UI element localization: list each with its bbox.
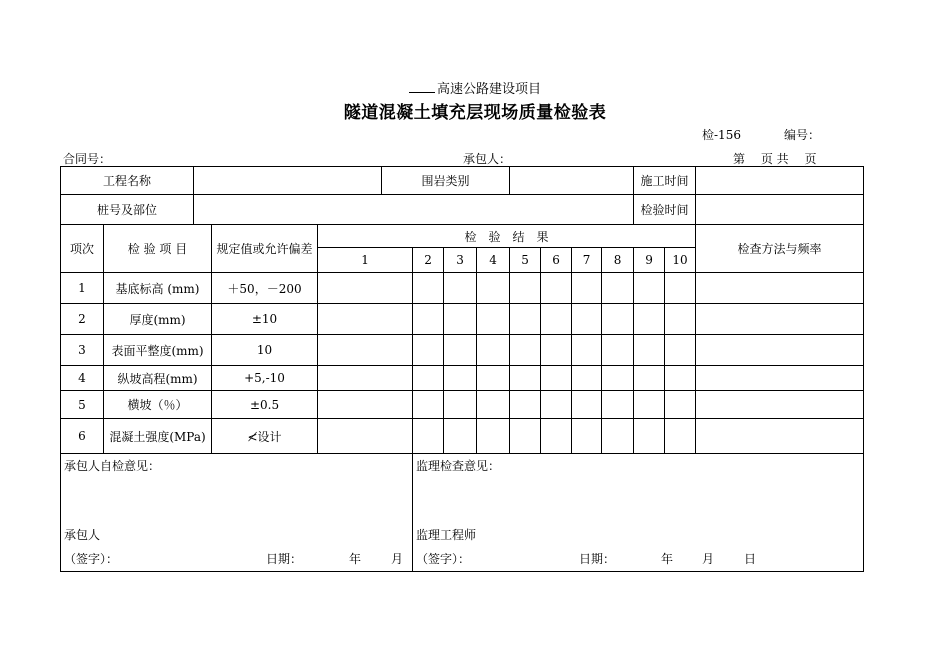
result-cell[interactable] xyxy=(318,391,413,419)
result-number: 9 xyxy=(634,248,665,273)
table-row xyxy=(61,304,864,335)
result-cell[interactable] xyxy=(572,304,602,335)
result-cell[interactable] xyxy=(634,304,665,335)
result-cell[interactable] xyxy=(510,366,541,391)
result-cell[interactable] xyxy=(413,273,444,304)
result-cell[interactable] xyxy=(413,304,444,335)
result-cell[interactable] xyxy=(413,366,444,391)
result-cell[interactable] xyxy=(477,366,510,391)
result-cell[interactable] xyxy=(572,335,602,366)
contractor-opinion-section[interactable] xyxy=(61,454,413,572)
col-header-method: 检查方法与频率 xyxy=(696,225,864,273)
contractor-month-label: 月 xyxy=(391,552,404,566)
row-item: 厚度(mm) xyxy=(104,304,212,335)
row-index: 6 xyxy=(61,419,104,454)
result-number: 10 xyxy=(665,248,696,273)
row-spec: ±0.5 xyxy=(212,391,318,419)
row-item: 纵坡高程(mm) xyxy=(104,366,212,391)
construction-time-value[interactable] xyxy=(696,167,864,195)
row-index: 1 xyxy=(61,273,104,304)
result-number: 8 xyxy=(602,248,634,273)
contractor-opinion-label: 承包人自检意见： xyxy=(64,459,161,473)
construction-time-label: 施工时间 xyxy=(634,167,696,195)
contractor-person-label: 承包人 xyxy=(64,528,101,542)
result-cell[interactable] xyxy=(444,391,477,419)
result-cell[interactable] xyxy=(602,273,634,304)
supervisor-year-label: 年 xyxy=(661,552,674,566)
supervisor-opinion-section[interactable] xyxy=(413,454,864,572)
result-number: 7 xyxy=(572,248,602,273)
contract-label: 合同号： xyxy=(63,152,112,166)
result-cell[interactable] xyxy=(477,335,510,366)
row-spec: +5,-10 xyxy=(212,366,318,391)
result-cell[interactable] xyxy=(634,366,665,391)
inspection-time-label: 检验时间 xyxy=(634,195,696,225)
result-cell[interactable] xyxy=(318,304,413,335)
row-spec: ±10 xyxy=(212,304,318,335)
station-value[interactable] xyxy=(194,195,634,225)
row-item: 表面平整度(mm) xyxy=(104,335,212,366)
result-cell[interactable] xyxy=(318,366,413,391)
row-item: 横坡（％） xyxy=(104,391,212,419)
result-cell[interactable] xyxy=(634,335,665,366)
result-cell[interactable] xyxy=(510,304,541,335)
result-cell[interactable] xyxy=(541,366,572,391)
result-cell[interactable] xyxy=(510,273,541,304)
result-cell[interactable] xyxy=(510,391,541,419)
table-row xyxy=(61,335,864,366)
result-cell[interactable] xyxy=(444,419,477,454)
col-header-index: 项次 xyxy=(61,225,104,273)
rock-class-label: 围岩类别 xyxy=(382,167,510,195)
contractor-label: 承包人： xyxy=(463,152,512,166)
result-cell[interactable] xyxy=(541,273,572,304)
result-cell[interactable] xyxy=(444,366,477,391)
result-cell[interactable] xyxy=(444,273,477,304)
method-cell[interactable] xyxy=(696,366,864,391)
result-number: 1 xyxy=(318,248,413,273)
result-cell[interactable] xyxy=(665,304,696,335)
result-cell[interactable] xyxy=(510,419,541,454)
result-cell[interactable] xyxy=(572,419,602,454)
supervisor-date-label: 日期： xyxy=(579,552,616,566)
result-cell[interactable] xyxy=(572,273,602,304)
result-cell[interactable] xyxy=(318,273,413,304)
result-cell[interactable] xyxy=(413,419,444,454)
table-row xyxy=(61,366,864,391)
result-cell[interactable] xyxy=(477,391,510,419)
supervisor-opinion-label: 监理检查意见： xyxy=(416,459,501,473)
table-row xyxy=(61,419,864,454)
result-cell[interactable] xyxy=(665,273,696,304)
project-suffix: 高速公路建设项目 xyxy=(436,82,541,97)
page-count: 第 页 共 页 xyxy=(733,152,817,166)
project-name-label: 工程名称 xyxy=(61,167,194,195)
col-header-results: 检 验 结 果 xyxy=(318,225,696,248)
result-number: 6 xyxy=(541,248,572,273)
result-cell[interactable] xyxy=(541,304,572,335)
row-index: 3 xyxy=(61,335,104,366)
supervisor-person-label: 监理工程师 xyxy=(416,528,477,542)
result-cell[interactable] xyxy=(477,304,510,335)
project-name-blank xyxy=(409,81,435,93)
result-number: 5 xyxy=(510,248,541,273)
row-index: 5 xyxy=(61,391,104,419)
station-label: 桩号及部位 xyxy=(61,195,194,225)
method-cell[interactable] xyxy=(696,335,864,366)
form-code: 检-156 xyxy=(702,128,741,142)
method-cell[interactable] xyxy=(696,391,864,419)
inspection-table xyxy=(60,166,864,572)
result-cell[interactable] xyxy=(634,273,665,304)
row-index: 4 xyxy=(61,366,104,391)
page-title: 隧道混凝土填充层现场质量检验表 xyxy=(343,103,607,123)
result-cell[interactable] xyxy=(572,391,602,419)
row-index: 2 xyxy=(61,304,104,335)
result-cell[interactable] xyxy=(444,304,477,335)
result-cell[interactable] xyxy=(541,335,572,366)
row-spec: ＋50，－200 xyxy=(212,273,318,304)
contractor-date-label: 日期： xyxy=(266,552,303,566)
result-cell[interactable] xyxy=(318,419,413,454)
result-cell[interactable] xyxy=(665,335,696,366)
row-spec: ≮设计 xyxy=(212,419,318,454)
result-cell[interactable] xyxy=(541,391,572,419)
result-cell[interactable] xyxy=(413,391,444,419)
result-cell[interactable] xyxy=(444,335,477,366)
result-cell[interactable] xyxy=(602,366,634,391)
row-item: 混凝土强度(MPa) xyxy=(104,419,212,454)
result-cell[interactable] xyxy=(541,419,572,454)
contractor-year-label: 年 xyxy=(349,552,362,566)
col-header-spec: 规定值或允许偏差 xyxy=(212,225,318,273)
result-cell[interactable] xyxy=(602,419,634,454)
result-cell[interactable] xyxy=(634,391,665,419)
result-cell[interactable] xyxy=(665,391,696,419)
result-cell[interactable] xyxy=(510,335,541,366)
result-cell[interactable] xyxy=(602,304,634,335)
result-cell[interactable] xyxy=(477,419,510,454)
result-number: 3 xyxy=(444,248,477,273)
result-cell[interactable] xyxy=(665,419,696,454)
result-cell[interactable] xyxy=(602,335,634,366)
supervisor-sign-label: （签字）： xyxy=(416,552,471,566)
number-label: 编号： xyxy=(784,128,821,142)
result-cell[interactable] xyxy=(318,335,413,366)
supervisor-day-label: 日 xyxy=(744,552,757,566)
method-cell[interactable] xyxy=(696,273,864,304)
result-cell[interactable] xyxy=(572,366,602,391)
table-row xyxy=(61,391,864,419)
result-cell[interactable] xyxy=(665,366,696,391)
method-cell[interactable] xyxy=(696,304,864,335)
method-cell[interactable] xyxy=(696,419,864,454)
result-cell[interactable] xyxy=(602,391,634,419)
project-name-value[interactable] xyxy=(194,167,382,195)
result-number: 2 xyxy=(413,248,444,273)
result-cell[interactable] xyxy=(634,419,665,454)
project-subtitle xyxy=(0,78,950,97)
table-row xyxy=(61,273,864,304)
col-header-item: 检 验 项 目 xyxy=(104,225,212,273)
row-item: 基底标高 (mm) xyxy=(104,273,212,304)
result-cell[interactable] xyxy=(413,335,444,366)
inspection-time-value[interactable] xyxy=(696,195,864,225)
rock-class-value[interactable] xyxy=(510,167,634,195)
contractor-sign-label: （签字）： xyxy=(64,552,119,566)
supervisor-month-label: 月 xyxy=(702,552,715,566)
row-spec: 10 xyxy=(212,335,318,366)
result-number: 4 xyxy=(477,248,510,273)
result-cell[interactable] xyxy=(477,273,510,304)
